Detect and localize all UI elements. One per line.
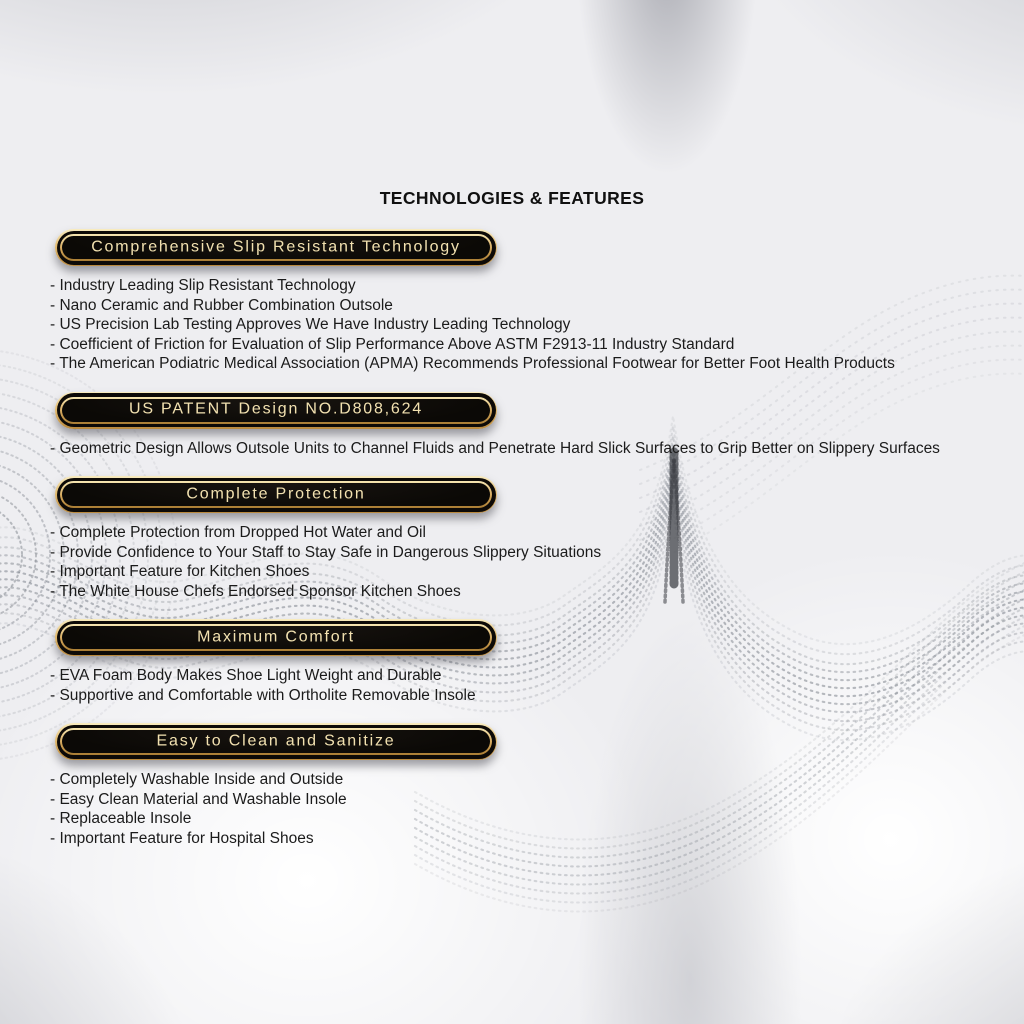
feature-item: - Coefficient of Friction for Evaluation of Slip Performance Above ASTM F2913-11 Industry Standard [50,335,735,353]
feature-badge-label: US PATENT Design NO.D808,624 [128,400,424,418]
feature-section [0,723,1024,848]
feature-item: - The American Podiatric Medical Association (APMA) Recommends Professional Footwear for Better Foot Health Products [50,355,895,372]
page-title: TECHNOLOGIES & FEATURES [379,188,645,208]
feature-section [0,229,1024,374]
feature-item: - Industry Leading Slip Resistant Technology [50,277,356,294]
feature-item: - Replaceable Insole [50,810,192,827]
feature-list [50,666,1024,705]
badge-core [62,399,490,422]
badge-outer-ring [57,478,496,512]
feature-item: - EVA Foam Body Makes Shoe Light Weight and Durable [50,667,442,684]
feature-item: - Nano Ceramic and Rubber Combination Outsole [50,296,393,314]
badge-core [62,483,490,506]
feature-item: - The White House Chefs Endorsed Sponsor Kitchen Shoes [50,582,461,600]
feature-item: - Completely Washable Inside and Outside [50,771,344,788]
badge-inner-ring [60,397,492,424]
badge-outer-ring [57,621,496,655]
feature-list [50,276,1024,374]
feature-badge [55,229,497,266]
feature-item: - Complete Protection from Dropped Hot Water and Oil [50,524,426,541]
feature-item: - Supportive and Comfortable with Ortholite Removable Insole [50,686,476,704]
feature-badge [55,476,497,513]
feature-item: - Easy Clean Material and Washable Insole [50,790,347,808]
feature-badge-label: Easy to Clean and Sanitize [156,732,396,749]
feature-section [0,392,1024,459]
feature-badge [55,619,497,656]
feature-item: - Important Feature for Kitchen Shoes [50,563,310,580]
badge-inner-ring [60,481,492,508]
feature-list [50,770,1024,848]
feature-list [50,523,1024,601]
feature-list [50,439,1024,459]
badge-core [62,236,490,259]
badge-core [62,730,490,753]
badge-core [62,626,490,649]
feature-badge-label: Complete Protection [186,485,366,502]
feature-sections [0,229,1024,848]
feature-item: - Important Feature for Hospital Shoes [50,829,314,847]
badge-outer-ring [57,725,496,759]
feature-badge [55,723,497,760]
badge-inner-ring [60,728,492,755]
badge-outer-ring [57,231,496,265]
feature-item: - Provide Confidence to Your Staff to Stay Safe in Dangerous Slippery Situations [50,543,602,561]
feature-item: - US Precision Lab Testing Approves We Have Industry Leading Technology [50,316,571,333]
badge-outer-ring [57,393,496,427]
feature-item: - Geometric Design Allows Outsole Units to Channel Fluids and Penetrate Hard Slick Surfaces to Grip Better on Slippery Surfaces [50,439,940,457]
feature-section [0,619,1024,705]
feature-section [0,476,1024,601]
feature-badge-label: Comprehensive Slip Resistant Technology [91,238,461,255]
feature-badge-label: Maximum Comfort [197,628,355,645]
badge-inner-ring [60,234,492,261]
badge-inner-ring [60,624,492,651]
feature-badge [55,392,497,429]
